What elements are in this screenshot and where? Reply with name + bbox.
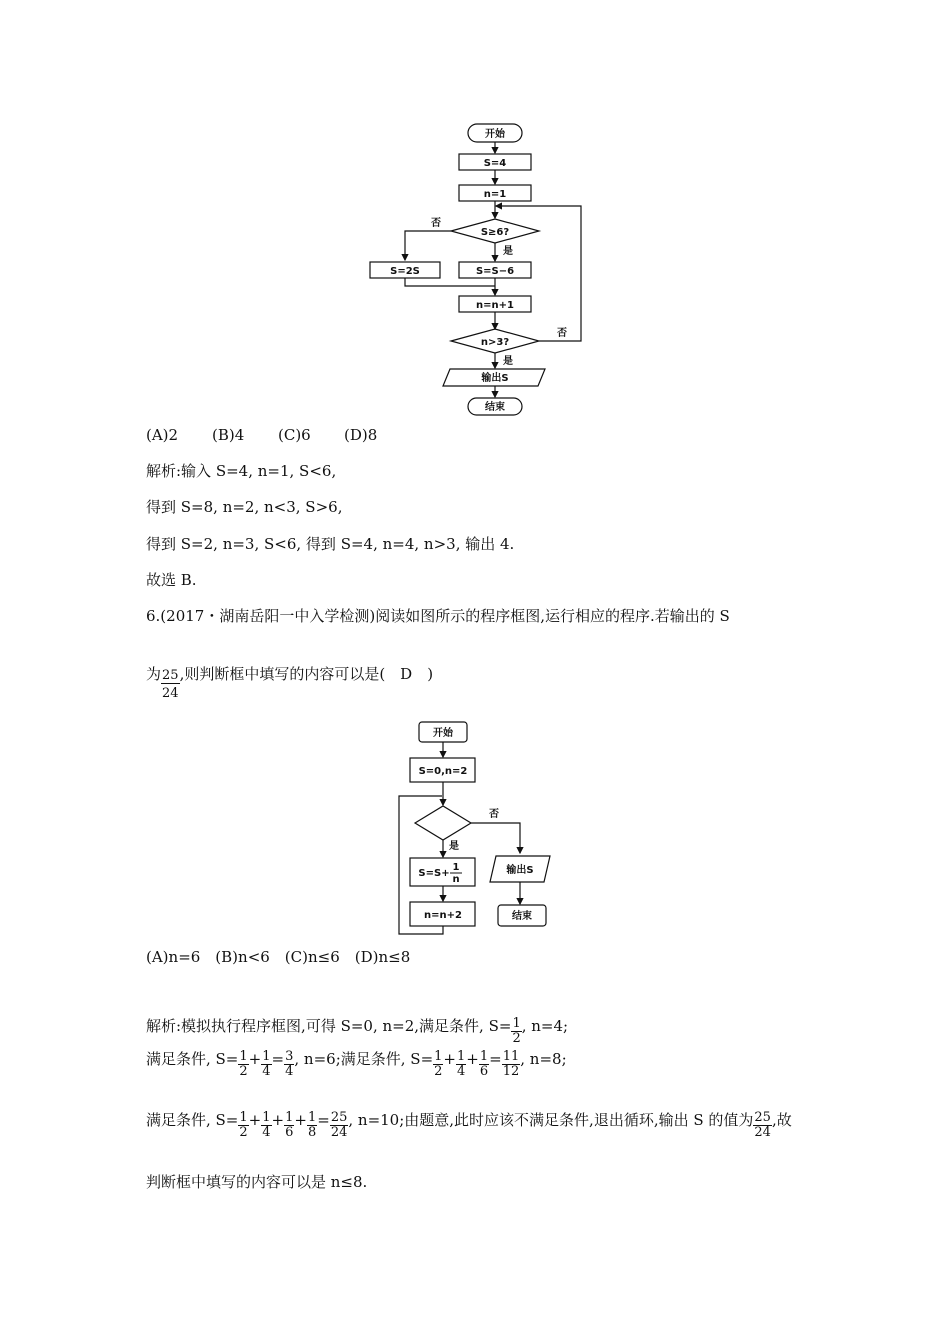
q5-analysis-1: 解析:输入 S=4, n=1, S<6,	[146, 462, 337, 480]
q6-stem-1: 6.(2017・湖南岳阳一中入学检测)阅读如图所示的程序框图,运行相应的程序.若输出的 S	[146, 607, 730, 625]
fc1-s-init-label: S=4	[483, 158, 507, 169]
fc1-cond2-label: n>3?	[480, 337, 510, 348]
fc1-yes-label: 是	[503, 246, 513, 257]
q6-analysis-2: 满足条件, S= $\frac{1}{2}$ + $\frac{1}{4}$ = $\frac{3}{4}$ , n=6;满足条件, S= $\frac{1}{2}$ + $\frac{1}{4}$ + $\frac{1}{6}$ = $\frac{11}{12}$ , n=8;	[146, 1049, 567, 1079]
q5-option-c: (C)6	[278, 426, 311, 444]
flowchart-2	[390, 718, 570, 940]
q5-analysis-3: 得到 S=2, n=3, S<6, 得到 S=4, n=4, n>3, 输出 4.	[146, 535, 515, 553]
q6-a2-p2: , n=6;满足条件, S=	[294, 1050, 434, 1068]
frac: $\frac{3}{4}$	[285, 1049, 294, 1079]
q6-a1-prefix: 解析:模拟执行程序框图,可得 S=0, n=2,满足条件, S=	[146, 1017, 512, 1035]
fc2-start-label: 开始	[433, 728, 453, 739]
frac: $\frac{1}{2}$	[434, 1049, 443, 1079]
fc1-start-label: 开始	[485, 129, 505, 140]
fc1-no-right-label: 否	[557, 328, 567, 339]
frac: $\frac{25}{24}$	[754, 1110, 771, 1140]
frac: $\frac{11}{12}$	[502, 1049, 520, 1079]
fc1-cond-label: S≥6?	[480, 227, 510, 238]
fc1-end-label: 结束	[485, 402, 505, 413]
q6-a2-p3: , n=8;	[520, 1050, 567, 1068]
frac: $\frac{1}{4}$	[262, 1049, 271, 1079]
q6-analysis-1	[146, 1016, 568, 1046]
fc2-output-label: 输出S	[506, 865, 534, 876]
fc1-left-box-label: S=2S	[390, 266, 420, 277]
q6-stem-prefix: 为	[146, 665, 162, 683]
fc2-init-label: S=0,n=2	[418, 766, 468, 777]
fc2-update-label: S=S+	[418, 868, 450, 879]
frac: $\frac{1}{6}$	[479, 1049, 489, 1079]
q6-stem-suffix: ,则判断框中填写的内容可以是( D )	[179, 665, 434, 683]
frac: $\frac{1}{2}$	[239, 1049, 248, 1079]
q6-stem-frac-num: 25	[162, 668, 179, 683]
q5-answer: 故选 B.	[146, 571, 197, 589]
q6-a1-suffix: , n=4;	[521, 1017, 569, 1035]
q6-a3-p1: 满足条件, S=	[146, 1111, 239, 1129]
fc2-end-label: 结束	[512, 911, 532, 922]
frac: $\frac{1}{6}$	[285, 1110, 294, 1140]
fc2-update-den: n	[452, 874, 460, 885]
frac: $\frac{1}{8}$	[307, 1110, 317, 1140]
q6-stem-fraction	[161, 668, 180, 701]
q5-option-b: (B)4	[212, 426, 245, 444]
fc2-update-num: 1	[452, 862, 460, 873]
q6-stem-2	[146, 664, 434, 701]
fc2-no-label: 否	[489, 809, 499, 820]
q6-a3-p3: ,故	[771, 1111, 792, 1129]
q6-analysis-3: 满足条件, S= $\frac{1}{2}$ + $\frac{1}{4}$ + $\frac{1}{6}$ + $\frac{1}{8}$ = $\frac{25}{24}$ , n=10;由题意,此时应该不满足条件,退出循环,输出 S 的值为 $\frac{25}{24}$ ,故	[146, 1110, 792, 1140]
q6-a2-p1: 满足条件, S=	[146, 1050, 239, 1068]
fc2-yes-label: 是	[449, 841, 459, 852]
frac: $\frac{1}{2}$	[239, 1110, 248, 1140]
q6-stem-frac-den: 24	[162, 686, 179, 701]
frac: $\frac{25}{24}$	[330, 1110, 348, 1140]
q6-a3-p2: , n=10;由题意,此时应该不满足条件,退出循环,输出 S 的值为	[348, 1111, 754, 1129]
q5-options	[146, 425, 377, 445]
fc1-increment-label: n=n+1	[476, 300, 514, 311]
frac: $\frac{1}{4}$	[457, 1049, 466, 1079]
fc1-output-label: 输出S	[481, 373, 509, 384]
q5-analysis-2: 得到 S=8, n=2, n<3, S>6,	[146, 498, 343, 516]
fc2-decision-diamond	[415, 806, 471, 840]
q5-option-a: (A)2	[146, 426, 179, 444]
q6-analysis-4: 判断框中填写的内容可以是 n≤8.	[146, 1173, 368, 1191]
q5-option-d: (D)8	[344, 426, 378, 444]
q6-options: (A)n=6 (B)n<6 (C)n≤6 (D)n≤8	[146, 948, 411, 966]
fc1-n-init-label: n=1	[483, 189, 507, 200]
fc1-right-box-label: S=S−6	[475, 266, 515, 277]
fc1-yes2-label: 是	[503, 356, 513, 367]
fc2-increment-label: n=n+2	[424, 910, 462, 921]
frac-1-2: $\frac{1}{2}$	[512, 1016, 521, 1046]
frac: $\frac{1}{4}$	[262, 1110, 271, 1140]
flowchart-1	[360, 118, 600, 418]
fc1-no-left-label: 否	[431, 218, 441, 229]
